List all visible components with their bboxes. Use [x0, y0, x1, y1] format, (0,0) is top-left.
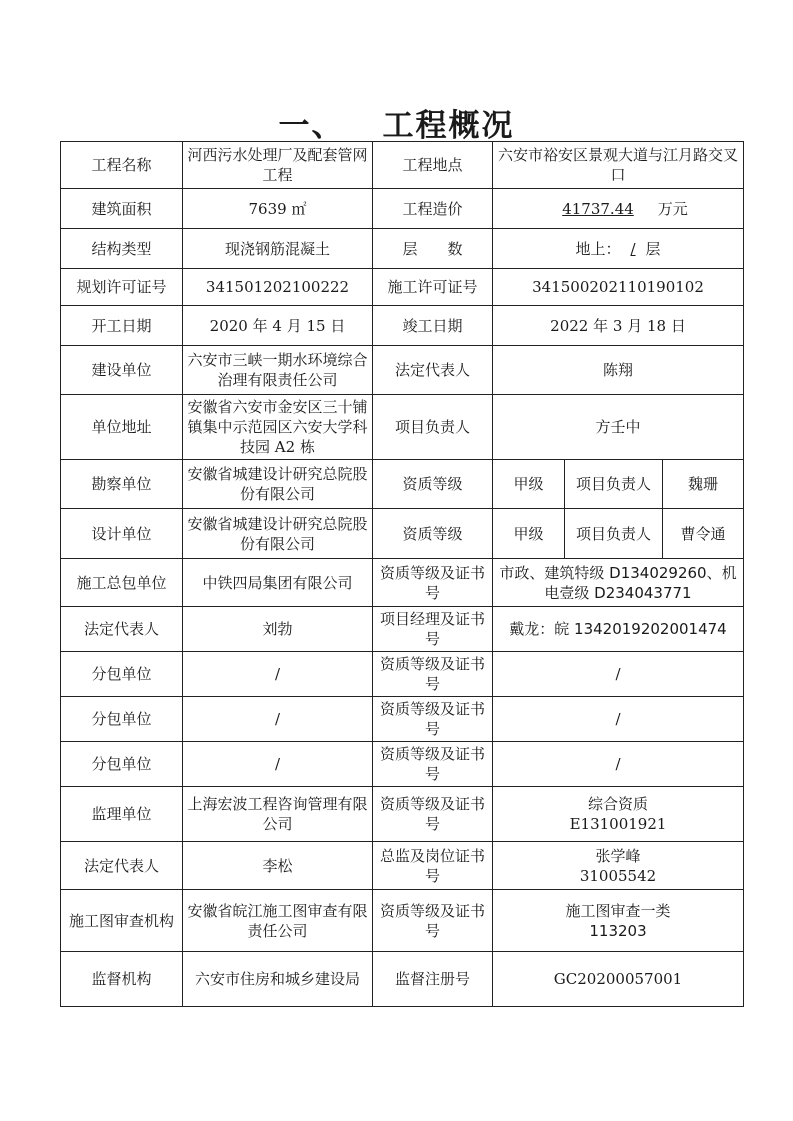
value-owner-address: 安徽省六安市金安区三十铺镇集中示范园区六安大学科技园 A2 栋: [183, 395, 373, 460]
label-structure: 结构类型: [61, 229, 183, 269]
label-subcontractor: 分包单位: [61, 697, 183, 742]
floors-value: /: [630, 239, 636, 258]
value-design-manager: 曹令通: [663, 509, 744, 559]
label-build-permit: 施工许可证号: [373, 269, 493, 306]
floors-prefix: 地上：: [575, 239, 621, 258]
label-subcontractor-qual: 资质等级及证书号: [373, 742, 493, 787]
value-survey: 安徽省城建设计研究总院股份有限公司: [183, 460, 373, 509]
table-row: [61, 607, 744, 652]
value-subcontractor: /: [183, 697, 373, 742]
label-design-qual: 资质等级: [373, 509, 493, 559]
value-supervision-qual: [493, 787, 744, 842]
supervision-qual-line1: 综合资质: [588, 795, 649, 813]
value-subcontractor-qual: /: [493, 697, 744, 742]
value-cost-unit: 万元: [657, 199, 688, 218]
label-plan-permit: 规划许可证号: [61, 269, 183, 306]
label-authority-reg: 监督注册号: [373, 952, 493, 1007]
table-row: [61, 269, 744, 306]
table-row: [61, 787, 744, 842]
table-row: [61, 306, 744, 346]
value-survey-qual: 甲级: [493, 460, 565, 509]
label-subcontractor-qual: 资质等级及证书号: [373, 697, 493, 742]
value-structure: 现浇钢筋混凝土: [183, 229, 373, 269]
label-survey-qual: 资质等级: [373, 460, 493, 509]
label-owner-address: 单位地址: [61, 395, 183, 460]
value-design-qual: 甲级: [493, 509, 565, 559]
label-design-manager: 项目负责人: [565, 509, 663, 559]
label-area: 建筑面积: [61, 189, 183, 229]
label-subcontractor: 分包单位: [61, 742, 183, 787]
value-start-date: 2020 年 4 月 15 日: [183, 306, 373, 346]
label-contractor: 施工总包单位: [61, 559, 183, 607]
label-review-qual: 资质等级及证书号: [373, 890, 493, 952]
label-authority: 监督机构: [61, 952, 183, 1007]
label-owner-legal: 法定代表人: [373, 346, 493, 395]
page-title: [0, 100, 793, 145]
label-supervision-legal: 法定代表人: [61, 842, 183, 890]
label-review: 施工图审查机构: [61, 890, 183, 952]
supervision-qual-line2: E131001921: [569, 815, 667, 833]
section-number: 一、: [278, 108, 345, 144]
table-row: [61, 460, 744, 509]
value-project-name: 河西污水处理厂及配套管网工程: [183, 142, 373, 189]
label-subcontractor: 分包单位: [61, 652, 183, 697]
value-area: 7639 ㎡: [183, 189, 373, 229]
value-owner-manager: 方壬中: [493, 395, 744, 460]
value-authority: 六安市住房和城乡建设局: [183, 952, 373, 1007]
label-cost: 工程造价: [373, 189, 493, 229]
table-row: [61, 189, 744, 229]
label-supervision-chief: 总监及岗位证书号: [373, 842, 493, 890]
supervision-chief-line2: 31005542: [579, 866, 657, 885]
label-supervision-qual: 资质等级及证书号: [373, 787, 493, 842]
value-review-qual: [493, 890, 744, 952]
label-supervision: 监理单位: [61, 787, 183, 842]
label-project-name: 工程名称: [61, 142, 183, 189]
value-finish-date: 2022 年 3 月 18 日: [493, 306, 744, 346]
label-owner: 建设单位: [61, 346, 183, 395]
value-contractor-pm: 戴龙：皖 1342019202001474: [493, 607, 744, 652]
table-row: [61, 890, 744, 952]
label-start-date: 开工日期: [61, 306, 183, 346]
value-owner: 六安市三峡一期水环境综合治理有限责任公司: [183, 346, 373, 395]
table-row: [61, 842, 744, 890]
value-supervision-legal: 李松: [183, 842, 373, 890]
label-floors: 层 数: [373, 229, 493, 269]
section-title: 工程概况: [382, 108, 515, 144]
value-owner-legal: 陈翔: [493, 346, 744, 395]
table-row: [61, 697, 744, 742]
value-build-permit: 341500202110190102: [493, 269, 744, 306]
label-finish-date: 竣工日期: [373, 306, 493, 346]
value-contractor-legal: 刘勃: [183, 607, 373, 652]
value-contractor: 中铁四局集团有限公司: [183, 559, 373, 607]
label-subcontractor-qual: 资质等级及证书号: [373, 652, 493, 697]
table-row: [61, 395, 744, 460]
review-qual-line2: 113203: [589, 921, 647, 940]
table-row: [61, 652, 744, 697]
value-review: 安徽省皖江施工图审查有限责任公司: [183, 890, 373, 952]
label-project-site: 工程地点: [373, 142, 493, 189]
table-row: [61, 229, 744, 269]
floors-suffix: 层: [645, 239, 661, 258]
label-contractor-pm: 项目经理及证书号: [373, 607, 493, 652]
value-supervision-chief: [493, 842, 744, 890]
review-qual-line1: 施工图审查一类: [565, 901, 671, 920]
value-contractor-qual: 市政、建筑特级 D134029260、机电壹级 D234043771: [493, 559, 744, 607]
value-survey-manager: 魏珊: [663, 460, 744, 509]
value-subcontractor: /: [183, 742, 373, 787]
label-contractor-qual: 资质等级及证书号: [373, 559, 493, 607]
value-design: 安徽省城建设计研究总院股份有限公司: [183, 509, 373, 559]
supervision-chief-line1: 张学峰: [595, 846, 641, 865]
value-subcontractor: /: [183, 652, 373, 697]
table-row: [61, 346, 744, 395]
label-owner-manager: 项目负责人: [373, 395, 493, 460]
value-subcontractor-qual: /: [493, 652, 744, 697]
value-subcontractor-qual: /: [493, 742, 744, 787]
value-authority-reg: GC20200057001: [493, 952, 744, 1007]
table-row: [61, 509, 744, 559]
value-supervision: 上海宏波工程咨询管理有限公司: [183, 787, 373, 842]
table-row: [61, 559, 744, 607]
project-overview-table: [60, 141, 744, 1007]
label-survey-manager: 项目负责人: [565, 460, 663, 509]
label-contractor-legal: 法定代表人: [61, 607, 183, 652]
value-plan-permit: 341501202100222: [183, 269, 373, 306]
label-design: 设计单位: [61, 509, 183, 559]
value-project-site: 六安市裕安区景观大道与江月路交叉口: [493, 142, 744, 189]
table-row: [61, 142, 744, 189]
value-cost: 41737.44: [562, 199, 634, 218]
table-row: [61, 742, 744, 787]
value-cost-cell: [493, 189, 744, 229]
value-floors-cell: [493, 229, 744, 269]
label-survey: 勘察单位: [61, 460, 183, 509]
table-row: [61, 952, 744, 1007]
